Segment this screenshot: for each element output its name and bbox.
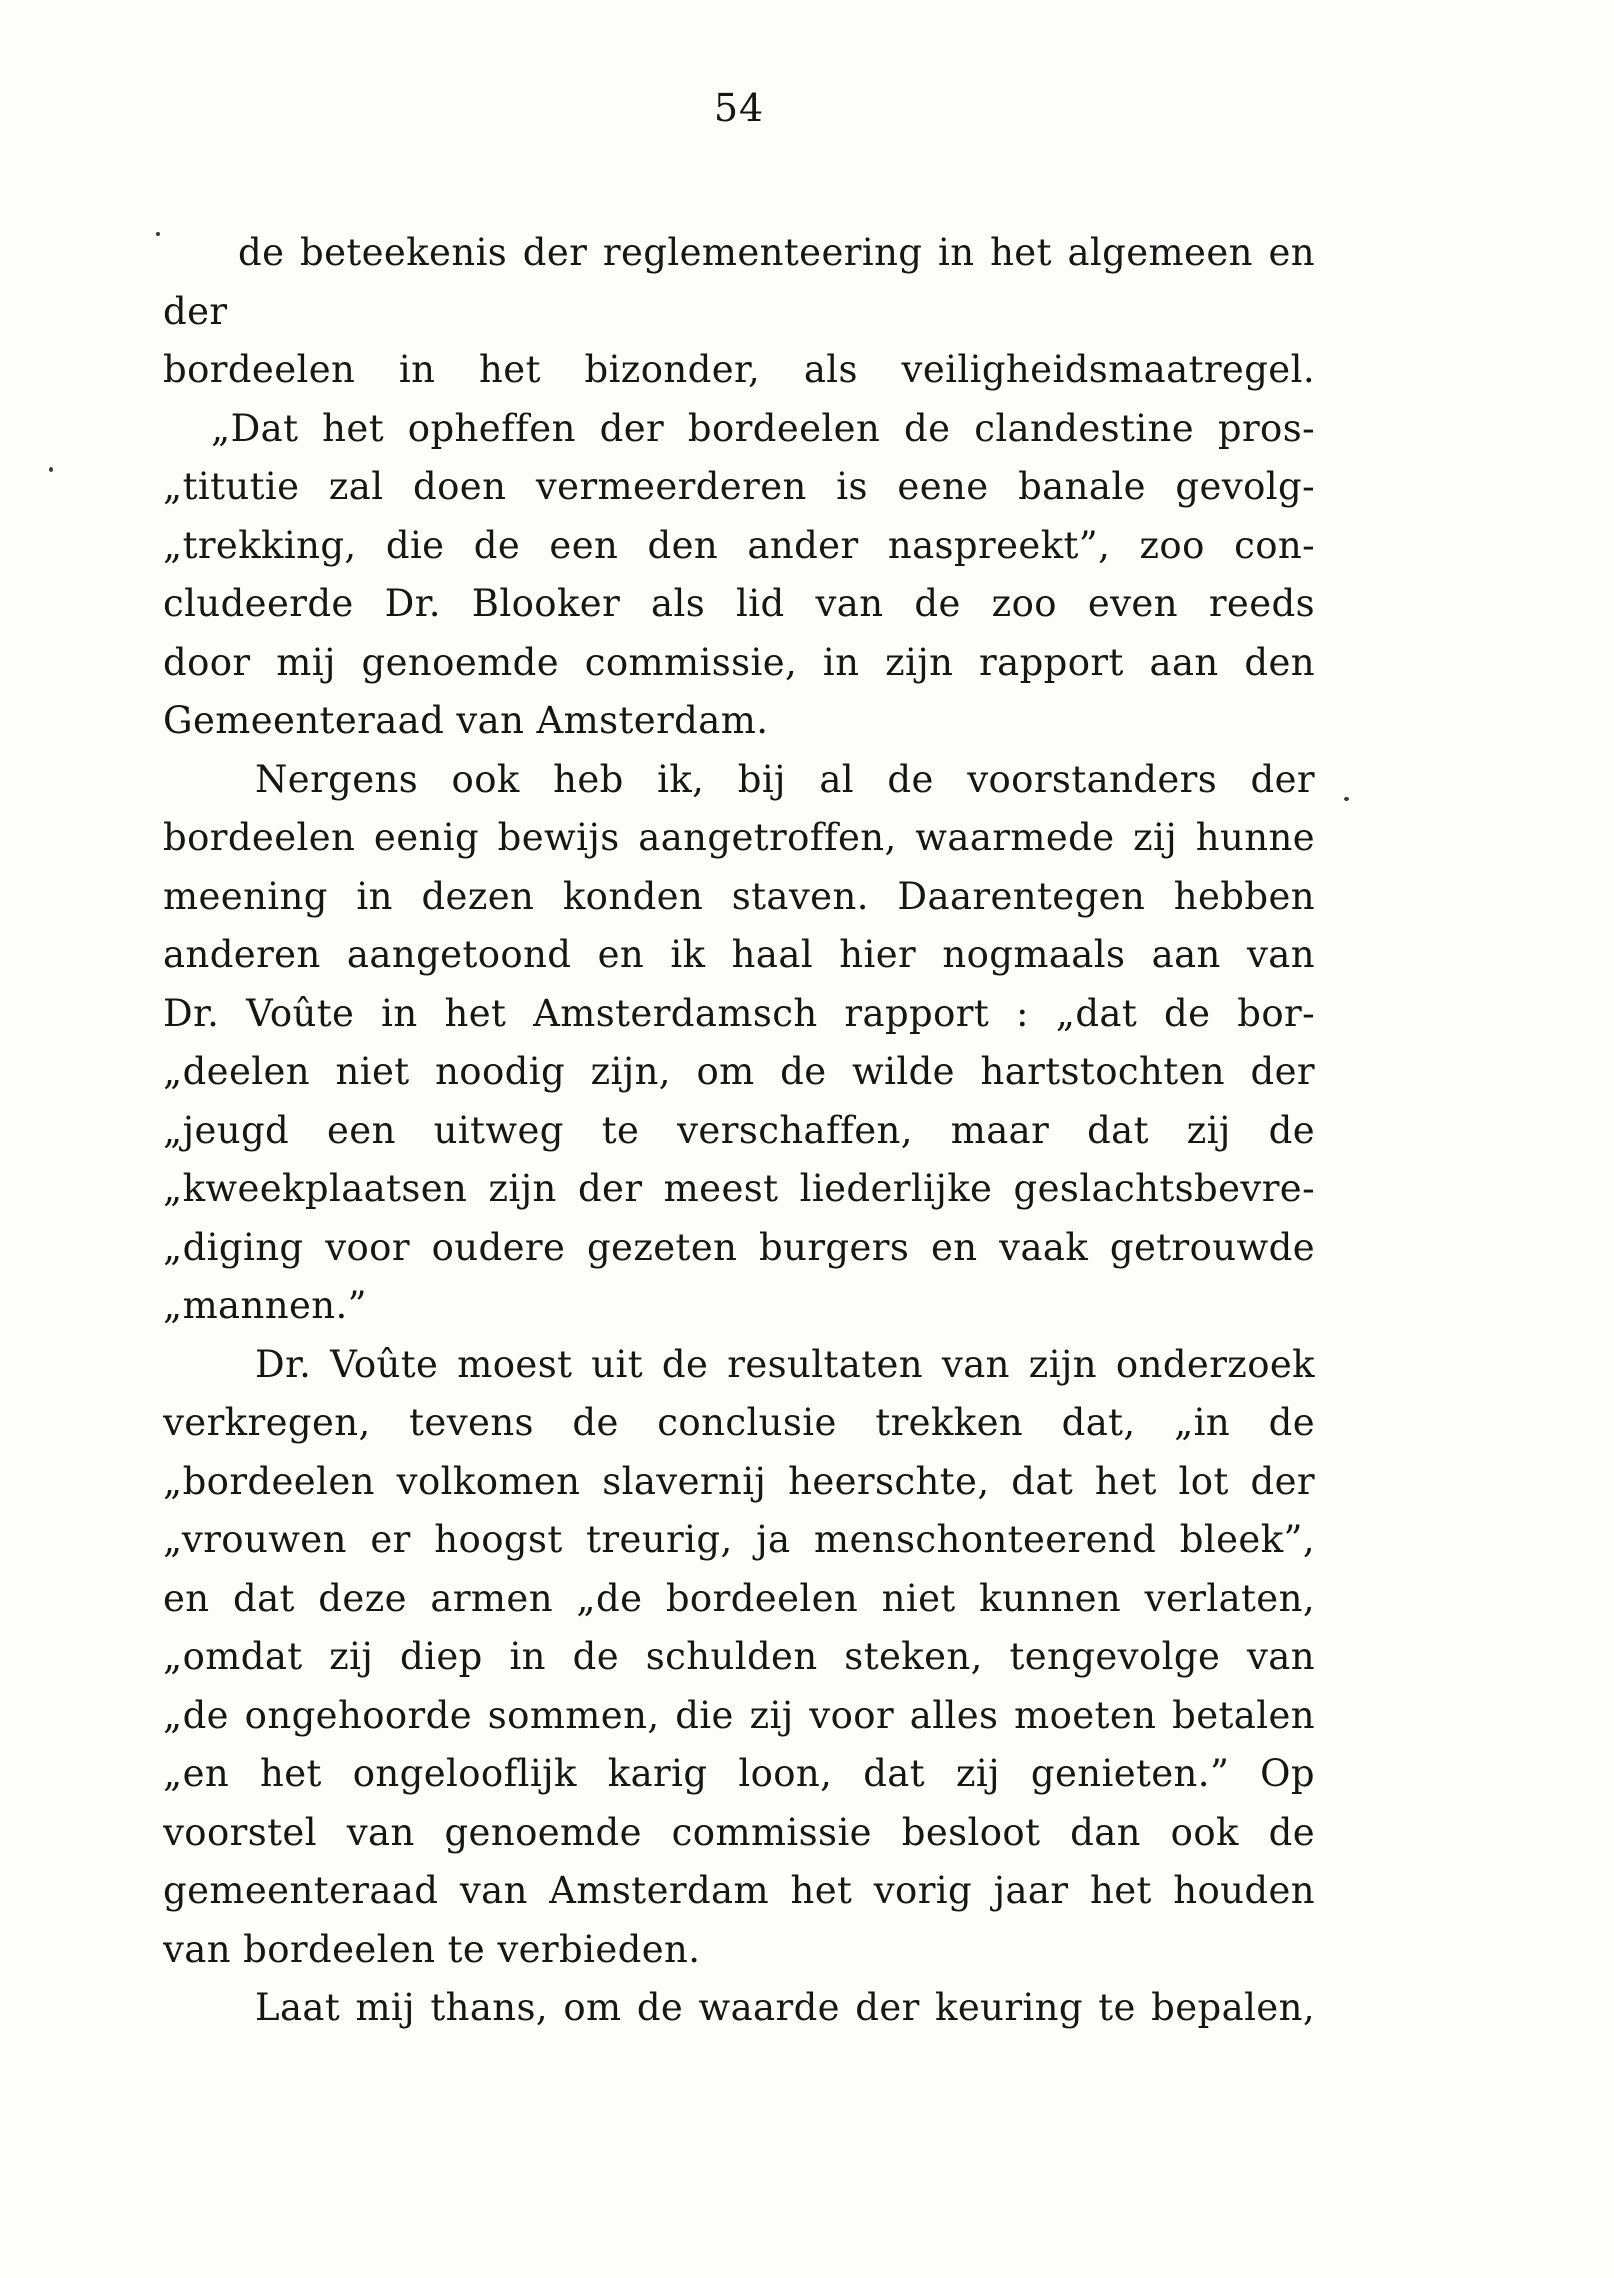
text-line: „omdat zij diep in de schulden steken, tengevolge van [163,1635,1315,1678]
page-number: 54 [713,86,765,130]
text-line: Nergens ook heb ik, bij al de voorstanders der [255,757,1315,801]
text-line: „en het ongelooflijk karig loon, dat zij genieten.” Op [163,1752,1315,1795]
text-line: de beteekenis der reglementeering in het algemeen en der [163,231,1315,333]
text-line: „kweekplaatsen zijn der meest liederlijke geslachtsbevre- [163,1167,1315,1210]
text-line: en dat deze armen „de bordeelen niet kunnen verlaten, [163,1576,1315,1620]
text-line: „de ongehoorde sommen, die zij voor alles moeten betalen [163,1693,1315,1737]
page-text [163,224,1315,2038]
text-line: Gemeenteraad van Amsterdam. [163,699,769,742]
text-line: „bordeelen volkomen slavernij heerschte, dat het lot der [163,1459,1315,1503]
text-line: „deelen niet noodig zijn, om de wilde hartstochten der [163,1050,1315,1093]
text-line: „trekking, die de een den ander naspreekt”, zoo con- [163,523,1315,567]
text-line: Dr. Voûte moest uit de resultaten van zijn onderzoek [255,1342,1315,1386]
text-line: „jeugd een uitweg te verschaffen, maar dat zij de [163,1108,1315,1152]
text-line: bordeelen eenig bewijs aangetroffen, waarmede zij hunne [163,816,1315,859]
scan-speck [156,232,160,236]
text-line: „Dat het opheffen der bordeelen de clandestine pros- [211,406,1315,450]
text-line: bordeelen in het bizonder, als veiligheidsmaatregel. [163,348,1315,391]
text-line: „diging voor oudere gezeten burgers en vaak getrouwde [163,1225,1315,1269]
text-line: „titutie zal doen vermeerderen is eene banale gevolg- [163,465,1315,508]
scan-speck [1344,797,1349,801]
text-line: „vrouwen er hoogst treurig, ja menschonteerend bleek”, [163,1518,1315,1561]
text-line: „mannen.” [163,1284,367,1327]
text-line: meening in dezen konden staven. Daarentegen hebben [163,874,1315,918]
text-line: Laat mij thans, om de waarde der keuring te bepalen, [255,1986,1315,2029]
text-line: cludeerde Dr. Blooker als lid van de zoo even reeds [163,582,1315,625]
text-line: Dr. Voûte in het Amsterdamsch rapport : „dat de bor- [163,991,1315,1035]
text-line: door mij genoemde commissie, in zijn rapport aan den [163,640,1315,684]
text-line: gemeenteraad van Amsterdam het vorig jaar het houden [163,1869,1315,1912]
text-line: verkregen, tevens de conclusie trekken dat, „in de [163,1401,1315,1444]
scan-speck [49,467,53,472]
text-line: van bordeelen te verbieden. [163,1927,701,1971]
text-line: voorstel van genoemde commissie besloot dan ook de [163,1810,1315,1854]
text-line: anderen aangetoond en ik haal hier nogmaals aan van [163,933,1315,976]
